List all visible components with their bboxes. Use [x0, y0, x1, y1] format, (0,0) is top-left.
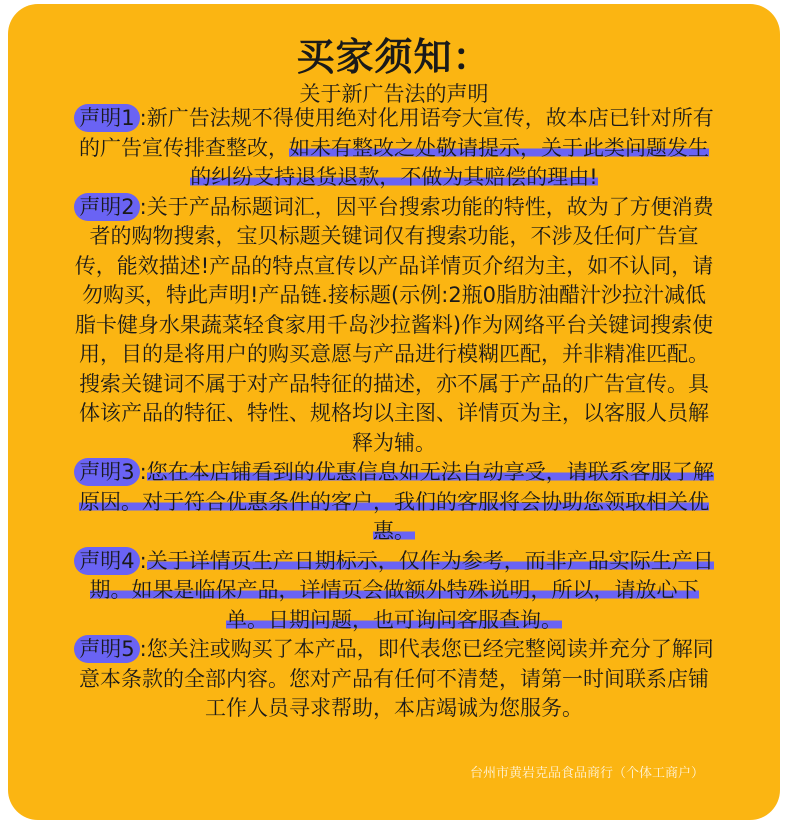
statement-5 — [72, 635, 716, 724]
statement-2 — [72, 193, 716, 459]
statement-1 — [72, 104, 716, 193]
statements-body — [72, 104, 716, 724]
page-title: 买家须知： — [296, 35, 492, 79]
page-subtitle: 关于新广告法的声明 — [299, 82, 489, 106]
shop-watermark: 台州市黄岩克品食品商行（个体工商户） — [470, 766, 705, 781]
statement-3 — [72, 458, 716, 547]
statement-text: : — [139, 548, 147, 573]
statement-text: :您关注或购买了本产品，即代表您已经完整阅读并充分了解同意本条款的全部内容。您对产品有任何不清楚，请第一时间联系店铺工作人员寻求帮助，本店竭诚为您服务。 — [79, 637, 714, 720]
statement-label: 声明2 — [74, 193, 139, 221]
statement-label: 声明5 — [74, 635, 139, 663]
statement-text: :新广告法规不得使用绝对化用语夸大宣传，故本店已针对所有的广告宣传排查整改， — [79, 106, 714, 160]
statement-label: 声明1 — [74, 104, 139, 132]
statement-highlight: 关于详情页生产日期标示，仅作为参考，而非产品实际生产日期。如果是临保产品，详情页会做额外特殊说明，所以，请放心下单。日期问题，也可询问客服查询。 — [89, 548, 714, 632]
statement-text: :关于产品标题词汇，因平台搜索功能的特性，故为了方便消费者的购物搜索，宝贝标题关键词仅有搜索功能，不涉及任何广告宣传，能效描述!产品的特点宣传以产品详情页介绍为主，如不认同，请勿购买，特此声明!产品链.接标题(示例:2瓶0脂肪油醋汁沙拉汁减低脂卡健身水果蔬菜轻食家用千岛沙拉酱料)作为网络平台关键词搜索使用，目的是将用户的购买意愿与产品进行模糊匹配，并非精准匹配。搜索关键词不属于对产品特征的描述，亦不属于产品的广告宣传。具体该产品的特征、特性、规格均以主图、详情页为主，以客服人员解释为辅。 — [74, 194, 714, 455]
notice-card — [8, 4, 780, 820]
statement-text: : — [139, 460, 147, 484]
statement-highlight: 您在本店铺看到的优惠信息如无法自动享受，请联系客服了解原因。对于符合优惠条件的客户，我们的客服将会协助您领取相关优惠。 — [79, 460, 714, 543]
statement-4 — [72, 547, 716, 636]
statement-label: 声明4 — [74, 547, 139, 575]
statement-label: 声明3 — [74, 458, 139, 486]
statement-highlight: 如未有整改之处敬请提示，关于此类问题发生的纠纷支持退货退款，不做为其赔偿的理由! — [190, 135, 709, 189]
